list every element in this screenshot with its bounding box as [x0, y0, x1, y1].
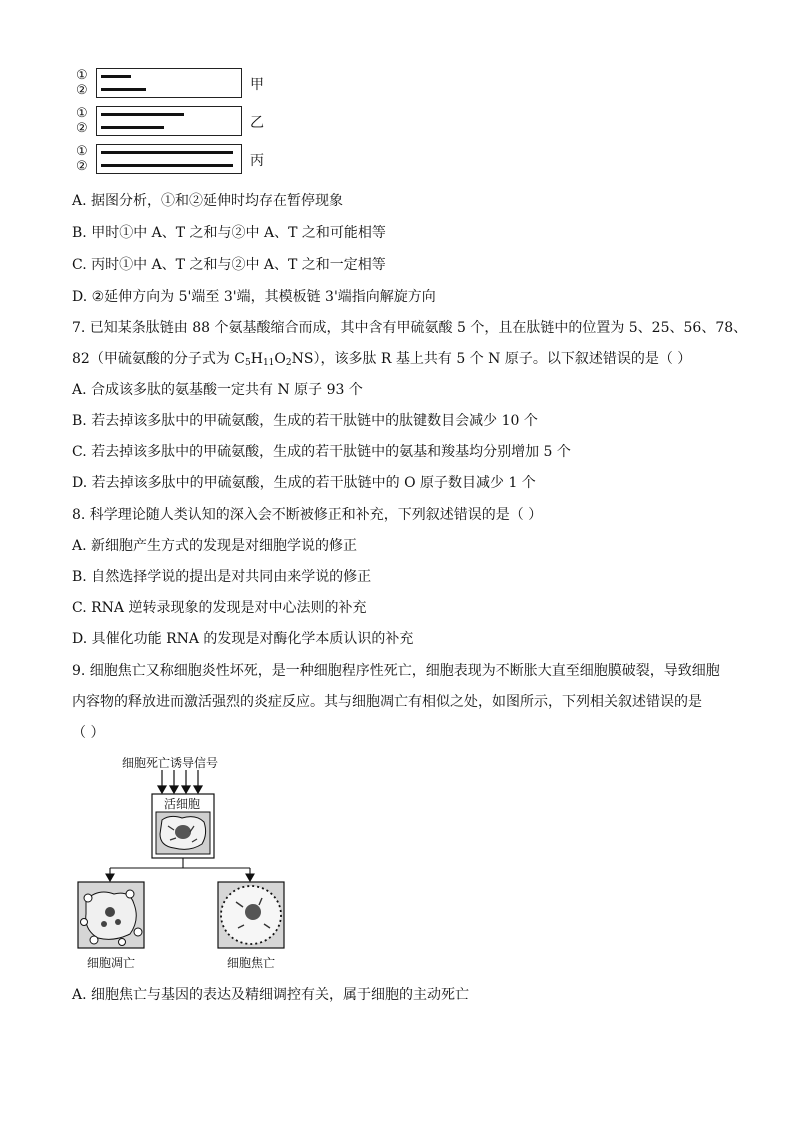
strand2-bar — [101, 164, 233, 167]
strand2-label: ② — [76, 121, 88, 136]
replication-box — [96, 68, 242, 98]
strand1-bar — [101, 113, 184, 116]
q7-option-b: B. 若去掉该多肽中的甲硫氨酸，生成的若干肽链中的肽键数目会减少 10 个 — [72, 413, 538, 429]
strand1-bar — [101, 151, 233, 154]
q6-option-d: D. ②延伸方向为 5'端至 3'端，其模板链 3'端指向解旋方向 — [72, 289, 436, 305]
cell-death-diagram — [70, 752, 310, 977]
q9-stem-line2: 内容物的释放进而激活强烈的炎症反应。其与细胞凋亡有相似之处，如图所示，下列相关叙述错误的是 — [72, 694, 702, 710]
cell-death-figure — [70, 752, 310, 977]
q8-option-d: D. 具催化功能 RNA 的发现是对酶化学本质认识的补充 — [72, 631, 414, 647]
replication-box — [96, 106, 242, 136]
apoptosis-label: 细胞凋亡 — [87, 956, 136, 970]
q8-option-a: A. 新细胞产生方式的发现是对细胞学说的修正 — [72, 538, 358, 554]
live-cell-label: 活细胞 — [164, 797, 201, 811]
q9-stem-line3: （ ） — [72, 725, 105, 741]
branch-arrows — [106, 858, 254, 881]
signal-label: 细胞死亡诱导信号 — [122, 756, 219, 770]
strand2-bar — [101, 88, 146, 91]
q9-stem-line1: 9. 细胞焦亡又称细胞炎性坏死，是一种细胞程序性死亡，细胞表现为不断胀大直至细胞膜破裂，导致细胞 — [72, 663, 720, 679]
row-label: 丙 — [250, 153, 264, 169]
q7-option-c: C. 若去掉该多肽中的甲硫氨酸，生成的若干肽链中的氨基和羧基均分别增加 5 个 — [72, 444, 571, 460]
strand1-bar — [101, 75, 131, 78]
q8-option-b: B. 自然选择学说的提出是对共同由来学说的修正 — [72, 569, 372, 585]
strand2-label: ② — [76, 159, 88, 174]
q9-option-a: A. 细胞焦亡与基因的表达及精细调控有关，属于细胞的主动死亡 — [72, 987, 470, 1003]
strand1-label: ① — [76, 106, 88, 121]
row-label: 乙 — [250, 115, 264, 131]
pyroptosis-label: 细胞焦亡 — [227, 956, 276, 970]
q6-option-a: A. 据图分析，①和②延伸时均存在暂停现象 — [72, 193, 344, 209]
q7-option-d: D. 若去掉该多肽中的甲硫氨酸，生成的若干肽链中的 O 原子数目减少 1 个 — [72, 475, 536, 491]
q8-stem: 8. 科学理论随人类认知的深入会不断被修正和补充，下列叙述错误的是（ ） — [72, 507, 543, 523]
pyroptosis-nucleus — [245, 904, 261, 920]
row-label: 甲 — [250, 77, 264, 93]
q7-option-a: A. 合成该多肽的氨基酸一定共有 N 原子 93 个 — [72, 382, 363, 398]
q7-stem-line2: 82（甲硫氨酸的分子式为 $C_5H_{11}O_2NS$），该多肽 R 基上共有 5 个 N 原子。以下叙述错误的是（ ） — [72, 351, 692, 368]
replication-box — [96, 144, 242, 174]
strand1-label: ① — [76, 68, 88, 83]
signal-arrows — [158, 770, 202, 793]
q8-option-c: C. RNA 逆转录现象的发现是对中心法则的补充 — [72, 600, 367, 616]
q7-stem-line1: 7. 已知某条肽链由 88 个氨基酸缩合而成，其中含有甲硫氨酸 5 个，且在肽链中的位置为 5、25、56、78、 — [72, 320, 748, 336]
strand2-label: ② — [76, 83, 88, 98]
strand2-bar — [101, 126, 164, 129]
q6-option-c: C. 丙时①中 A、T 之和与②中 A、T 之和一定相等 — [72, 257, 386, 273]
q6-option-b: B. 甲时①中 A、T 之和与②中 A、T 之和可能相等 — [72, 225, 386, 241]
strand1-label: ① — [76, 144, 88, 159]
live-cell-nucleus — [175, 825, 191, 839]
